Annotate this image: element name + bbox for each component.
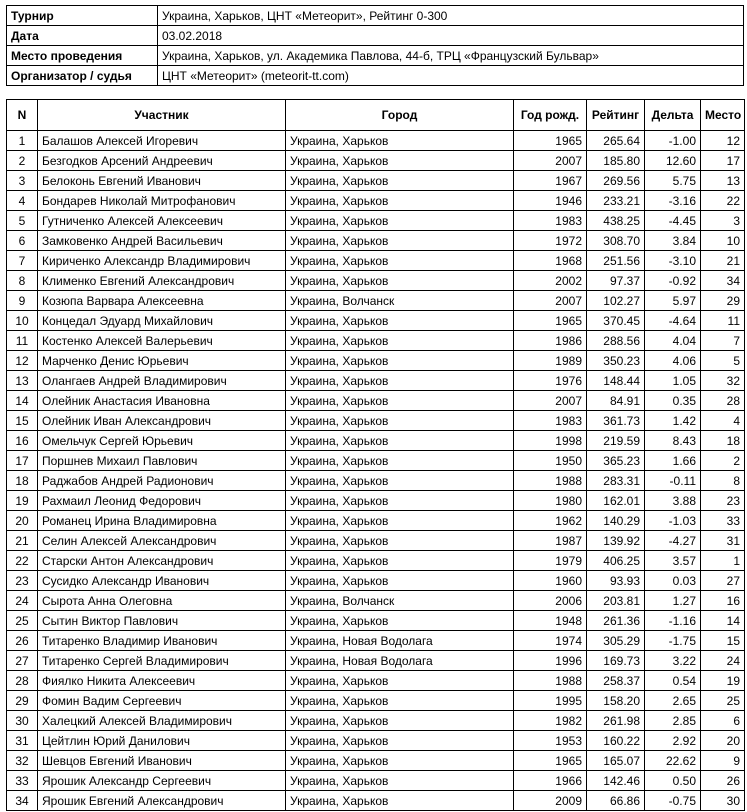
cell-place: 6 [701,711,745,731]
cell-rating: 261.36 [587,611,645,631]
table-row [7,311,745,331]
cell-participant: Халецкий Алексей Владимирович [38,711,286,731]
table-row [7,131,745,151]
cell-place: 4 [701,411,745,431]
table-row [7,171,745,191]
table-row [7,571,745,591]
cell-number: 12 [7,351,38,371]
cell-delta: 2.85 [645,711,701,731]
cell-participant: Марченко Денис Юрьевич [38,351,286,371]
cell-place: 32 [701,371,745,391]
table-row [7,271,745,291]
info-label: Турнир [7,6,158,26]
cell-participant: Сырота Анна Олеговна [38,591,286,611]
cell-delta: 5.75 [645,171,701,191]
cell-birth-year: 1972 [514,231,587,251]
cell-place: 1 [701,551,745,571]
cell-delta: -3.10 [645,251,701,271]
cell-number: 15 [7,411,38,431]
cell-participant: Раджабов Андрей Радионович [38,471,286,491]
cell-delta: 2.92 [645,731,701,751]
info-value: Украина, Харьков, ул. Академика Павлова, 44-б, ТРЦ «Французский Бульвар» [158,46,744,66]
cell-birth-year: 1968 [514,251,587,271]
cell-city: Украина, Харьков [286,791,514,811]
cell-place: 20 [701,731,745,751]
cell-participant: Безгодков Арсений Андреевич [38,151,286,171]
cell-participant: Костенко Алексей Валерьевич [38,331,286,351]
cell-number: 22 [7,551,38,571]
cell-birth-year: 1967 [514,171,587,191]
cell-place: 31 [701,531,745,551]
table-row [7,291,745,311]
cell-place: 14 [701,611,745,631]
table-row [7,591,745,611]
cell-participant: Селин Алексей Александрович [38,531,286,551]
cell-delta: 5.97 [645,291,701,311]
table-row [7,551,745,571]
cell-city: Украина, Харьков [286,211,514,231]
table-row [7,391,745,411]
cell-participant: Омельчук Сергей Юрьевич [38,431,286,451]
cell-birth-year: 1966 [514,771,587,791]
info-value: Украина, Харьков, ЦНТ «Метеорит», Рейтинг 0-300 [158,6,744,26]
cell-rating: 251.56 [587,251,645,271]
info-label: Дата [7,26,158,46]
cell-city: Украина, Харьков [286,571,514,591]
cell-place: 5 [701,351,745,371]
table-row [7,431,745,451]
cell-place: 17 [701,151,745,171]
cell-place: 9 [701,751,745,771]
cell-rating: 288.56 [587,331,645,351]
cell-city: Украина, Харьков [286,251,514,271]
table-row [7,771,745,791]
cell-place: 8 [701,471,745,491]
cell-place: 34 [701,271,745,291]
cell-rating: 350.23 [587,351,645,371]
table-row [7,511,745,531]
cell-participant: Шевцов Евгений Иванович [38,751,286,771]
cell-birth-year: 1960 [514,571,587,591]
cell-delta: 3.88 [645,491,701,511]
cell-participant: Ярошик Александр Сергеевич [38,771,286,791]
cell-participant: Белоконь Евгений Иванович [38,171,286,191]
cell-number: 28 [7,671,38,691]
cell-city: Украина, Харьков [286,391,514,411]
cell-delta: 2.65 [645,691,701,711]
cell-city: Украина, Харьков [286,311,514,331]
cell-rating: 258.37 [587,671,645,691]
cell-place: 3 [701,211,745,231]
cell-participant: Ярошик Евгений Александрович [38,791,286,811]
cell-birth-year: 1988 [514,671,587,691]
cell-place: 23 [701,491,745,511]
cell-delta: 0.54 [645,671,701,691]
tournament-info-body [7,6,744,86]
cell-number: 5 [7,211,38,231]
results-header [7,100,745,131]
info-label: Организатор / судья [7,66,158,86]
cell-number: 34 [7,791,38,811]
cell-rating: 261.98 [587,711,645,731]
cell-participant: Сусидко Александр Иванович [38,571,286,591]
cell-number: 7 [7,251,38,271]
cell-delta: 3.22 [645,651,701,671]
cell-number: 19 [7,491,38,511]
cell-number: 9 [7,291,38,311]
cell-number: 33 [7,771,38,791]
cell-participant: Сытин Виктор Павлович [38,611,286,631]
cell-city: Украина, Харьков [286,151,514,171]
tournament-info-table [6,5,744,86]
cell-place: 15 [701,631,745,651]
cell-number: 11 [7,331,38,351]
cell-participant: Титаренко Сергей Владимирович [38,651,286,671]
cell-birth-year: 2009 [514,791,587,811]
cell-birth-year: 1988 [514,471,587,491]
table-row [7,351,745,371]
results-table [6,99,745,811]
cell-delta: -4.64 [645,311,701,331]
info-row [7,66,744,86]
cell-city: Украина, Волчанск [286,591,514,611]
cell-rating: 140.29 [587,511,645,531]
cell-city: Украина, Харьков [286,171,514,191]
cell-participant: Цейтлин Юрий Данилович [38,731,286,751]
cell-place: 16 [701,591,745,611]
cell-place: 18 [701,431,745,451]
cell-participant: Романец Ирина Владимировна [38,511,286,531]
cell-rating: 283.31 [587,471,645,491]
cell-number: 2 [7,151,38,171]
table-row [7,331,745,351]
cell-rating: 102.27 [587,291,645,311]
cell-birth-year: 1983 [514,411,587,431]
info-value: ЦНТ «Метеорит» (meteorit-tt.com) [158,66,744,86]
table-row [7,651,745,671]
cell-birth-year: 1953 [514,731,587,751]
cell-city: Украина, Харьков [286,531,514,551]
cell-city: Украина, Харьков [286,611,514,631]
cell-rating: 162.01 [587,491,645,511]
cell-city: Украина, Харьков [286,491,514,511]
cell-rating: 139.92 [587,531,645,551]
cell-delta: 8.43 [645,431,701,451]
results-body [7,131,745,811]
info-row [7,6,744,26]
cell-birth-year: 2007 [514,151,587,171]
table-row [7,611,745,631]
cell-city: Украина, Харьков [286,131,514,151]
cell-number: 23 [7,571,38,591]
header-row [7,100,745,131]
cell-birth-year: 1998 [514,431,587,451]
cell-rating: 93.93 [587,571,645,591]
cell-city: Украина, Новая Водолага [286,631,514,651]
cell-participant: Концедал Эдуард Михайлович [38,311,286,331]
cell-delta: -0.75 [645,791,701,811]
cell-place: 29 [701,291,745,311]
cell-participant: Кириченко Александр Владимирович [38,251,286,271]
cell-number: 24 [7,591,38,611]
cell-city: Украина, Новая Водолага [286,651,514,671]
info-label: Место проведения [7,46,158,66]
cell-place: 30 [701,791,745,811]
cell-delta: -1.03 [645,511,701,531]
cell-city: Украина, Харьков [286,411,514,431]
cell-city: Украина, Харьков [286,191,514,211]
cell-birth-year: 1980 [514,491,587,511]
cell-delta: 4.06 [645,351,701,371]
cell-delta: -0.11 [645,471,701,491]
table-row [7,231,745,251]
header-delta: Дельта [645,100,701,131]
table-row [7,631,745,651]
cell-participant: Козюпа Варвара Алексеевна [38,291,286,311]
cell-place: 22 [701,191,745,211]
header-birth-year: Год рожд. [514,100,587,131]
cell-city: Украина, Харьков [286,231,514,251]
cell-participant: Старски Антон Александрович [38,551,286,571]
table-row [7,471,745,491]
cell-number: 18 [7,471,38,491]
cell-city: Украина, Харьков [286,731,514,751]
table-row [7,211,745,231]
cell-city: Украина, Харьков [286,771,514,791]
cell-number: 29 [7,691,38,711]
header-number: N [7,100,38,131]
cell-birth-year: 1962 [514,511,587,531]
cell-participant: Олангаев Андрей Владимирович [38,371,286,391]
cell-rating: 165.07 [587,751,645,771]
cell-rating: 406.25 [587,551,645,571]
table-row [7,191,745,211]
cell-participant: Фиялко Никита Алексеевич [38,671,286,691]
cell-rating: 305.29 [587,631,645,651]
cell-birth-year: 1965 [514,131,587,151]
cell-rating: 185.80 [587,151,645,171]
cell-city: Украина, Харьков [286,751,514,771]
cell-birth-year: 2007 [514,291,587,311]
cell-participant: Олейник Анастасия Ивановна [38,391,286,411]
cell-place: 19 [701,671,745,691]
cell-rating: 97.37 [587,271,645,291]
header-place: Место [701,100,745,131]
cell-place: 11 [701,311,745,331]
info-row [7,46,744,66]
cell-delta: -1.75 [645,631,701,651]
cell-place: 21 [701,251,745,271]
table-row [7,251,745,271]
cell-place: 26 [701,771,745,791]
cell-number: 32 [7,751,38,771]
cell-participant: Фомин Вадим Сергеевич [38,691,286,711]
cell-delta: -1.00 [645,131,701,151]
cell-number: 6 [7,231,38,251]
cell-birth-year: 1965 [514,311,587,331]
cell-rating: 169.73 [587,651,645,671]
cell-participant: Бондарев Николай Митрофанович [38,191,286,211]
cell-delta: 1.05 [645,371,701,391]
cell-participant: Гутниченко Алексей Алексеевич [38,211,286,231]
cell-place: 25 [701,691,745,711]
cell-number: 14 [7,391,38,411]
cell-number: 10 [7,311,38,331]
cell-birth-year: 1996 [514,651,587,671]
cell-delta: -1.16 [645,611,701,631]
cell-delta: 22.62 [645,751,701,771]
cell-number: 30 [7,711,38,731]
table-row [7,711,745,731]
cell-city: Украина, Харьков [286,451,514,471]
cell-rating: 142.46 [587,771,645,791]
cell-city: Украина, Харьков [286,351,514,371]
cell-delta: -3.16 [645,191,701,211]
cell-delta: 1.66 [645,451,701,471]
cell-city: Украина, Волчанск [286,291,514,311]
cell-birth-year: 1976 [514,371,587,391]
cell-participant: Клименко Евгений Александрович [38,271,286,291]
info-row [7,26,744,46]
cell-city: Украина, Харьков [286,431,514,451]
cell-place: 27 [701,571,745,591]
cell-rating: 308.70 [587,231,645,251]
cell-delta: -4.27 [645,531,701,551]
table-row [7,731,745,751]
table-row [7,491,745,511]
cell-number: 4 [7,191,38,211]
cell-number: 13 [7,371,38,391]
cell-birth-year: 2006 [514,591,587,611]
cell-number: 17 [7,451,38,471]
cell-participant: Балашов Алексей Игоревич [38,131,286,151]
cell-rating: 84.91 [587,391,645,411]
header-city: Город [286,100,514,131]
cell-number: 25 [7,611,38,631]
cell-participant: Поршнев Михаил Павлович [38,451,286,471]
cell-delta: 1.42 [645,411,701,431]
cell-place: 12 [701,131,745,151]
cell-number: 31 [7,731,38,751]
cell-city: Украина, Харьков [286,331,514,351]
table-row [7,691,745,711]
cell-place: 2 [701,451,745,471]
cell-rating: 269.56 [587,171,645,191]
cell-rating: 233.21 [587,191,645,211]
cell-place: 33 [701,511,745,531]
cell-participant: Титаренко Владимир Иванович [38,631,286,651]
cell-delta: 12.60 [645,151,701,171]
cell-place: 24 [701,651,745,671]
cell-participant: Замковенко Андрей Васильевич [38,231,286,251]
cell-rating: 365.23 [587,451,645,471]
cell-participant: Олейник Иван Александрович [38,411,286,431]
cell-birth-year: 1974 [514,631,587,651]
cell-delta: 3.57 [645,551,701,571]
cell-delta: -0.92 [645,271,701,291]
cell-place: 28 [701,391,745,411]
table-row [7,411,745,431]
cell-rating: 148.44 [587,371,645,391]
cell-birth-year: 1979 [514,551,587,571]
cell-birth-year: 1983 [514,211,587,231]
cell-delta: 0.03 [645,571,701,591]
cell-rating: 160.22 [587,731,645,751]
cell-city: Украина, Харьков [286,671,514,691]
cell-birth-year: 2007 [514,391,587,411]
cell-rating: 158.20 [587,691,645,711]
cell-birth-year: 1948 [514,611,587,631]
cell-city: Украина, Харьков [286,711,514,731]
cell-rating: 66.86 [587,791,645,811]
cell-birth-year: 1982 [514,711,587,731]
header-participant: Участник [38,100,286,131]
cell-birth-year: 1995 [514,691,587,711]
cell-birth-year: 1950 [514,451,587,471]
cell-place: 13 [701,171,745,191]
cell-rating: 370.45 [587,311,645,331]
cell-delta: 0.35 [645,391,701,411]
cell-rating: 265.64 [587,131,645,151]
cell-city: Украина, Харьков [286,551,514,571]
cell-city: Украина, Харьков [286,271,514,291]
cell-city: Украина, Харьков [286,511,514,531]
cell-number: 16 [7,431,38,451]
cell-rating: 203.81 [587,591,645,611]
cell-birth-year: 2002 [514,271,587,291]
table-row [7,371,745,391]
cell-rating: 361.73 [587,411,645,431]
cell-delta: -4.45 [645,211,701,231]
cell-delta: 0.50 [645,771,701,791]
cell-number: 26 [7,631,38,651]
cell-birth-year: 1946 [514,191,587,211]
header-rating: Рейтинг [587,100,645,131]
cell-place: 7 [701,331,745,351]
cell-city: Украина, Харьков [286,371,514,391]
table-row [7,791,745,811]
table-row [7,671,745,691]
cell-birth-year: 1986 [514,331,587,351]
cell-delta: 1.27 [645,591,701,611]
cell-participant: Рахмаил Леонид Федорович [38,491,286,511]
cell-birth-year: 1987 [514,531,587,551]
cell-number: 27 [7,651,38,671]
cell-place: 10 [701,231,745,251]
cell-delta: 3.84 [645,231,701,251]
cell-number: 1 [7,131,38,151]
table-row [7,151,745,171]
cell-number: 21 [7,531,38,551]
info-value: 03.02.2018 [158,26,744,46]
table-row [7,451,745,471]
cell-number: 8 [7,271,38,291]
cell-birth-year: 1965 [514,751,587,771]
cell-city: Украина, Харьков [286,471,514,491]
cell-city: Украина, Харьков [286,691,514,711]
cell-birth-year: 1989 [514,351,587,371]
table-row [7,751,745,771]
cell-rating: 219.59 [587,431,645,451]
cell-delta: 4.04 [645,331,701,351]
cell-number: 20 [7,511,38,531]
table-row [7,531,745,551]
cell-number: 3 [7,171,38,191]
cell-rating: 438.25 [587,211,645,231]
